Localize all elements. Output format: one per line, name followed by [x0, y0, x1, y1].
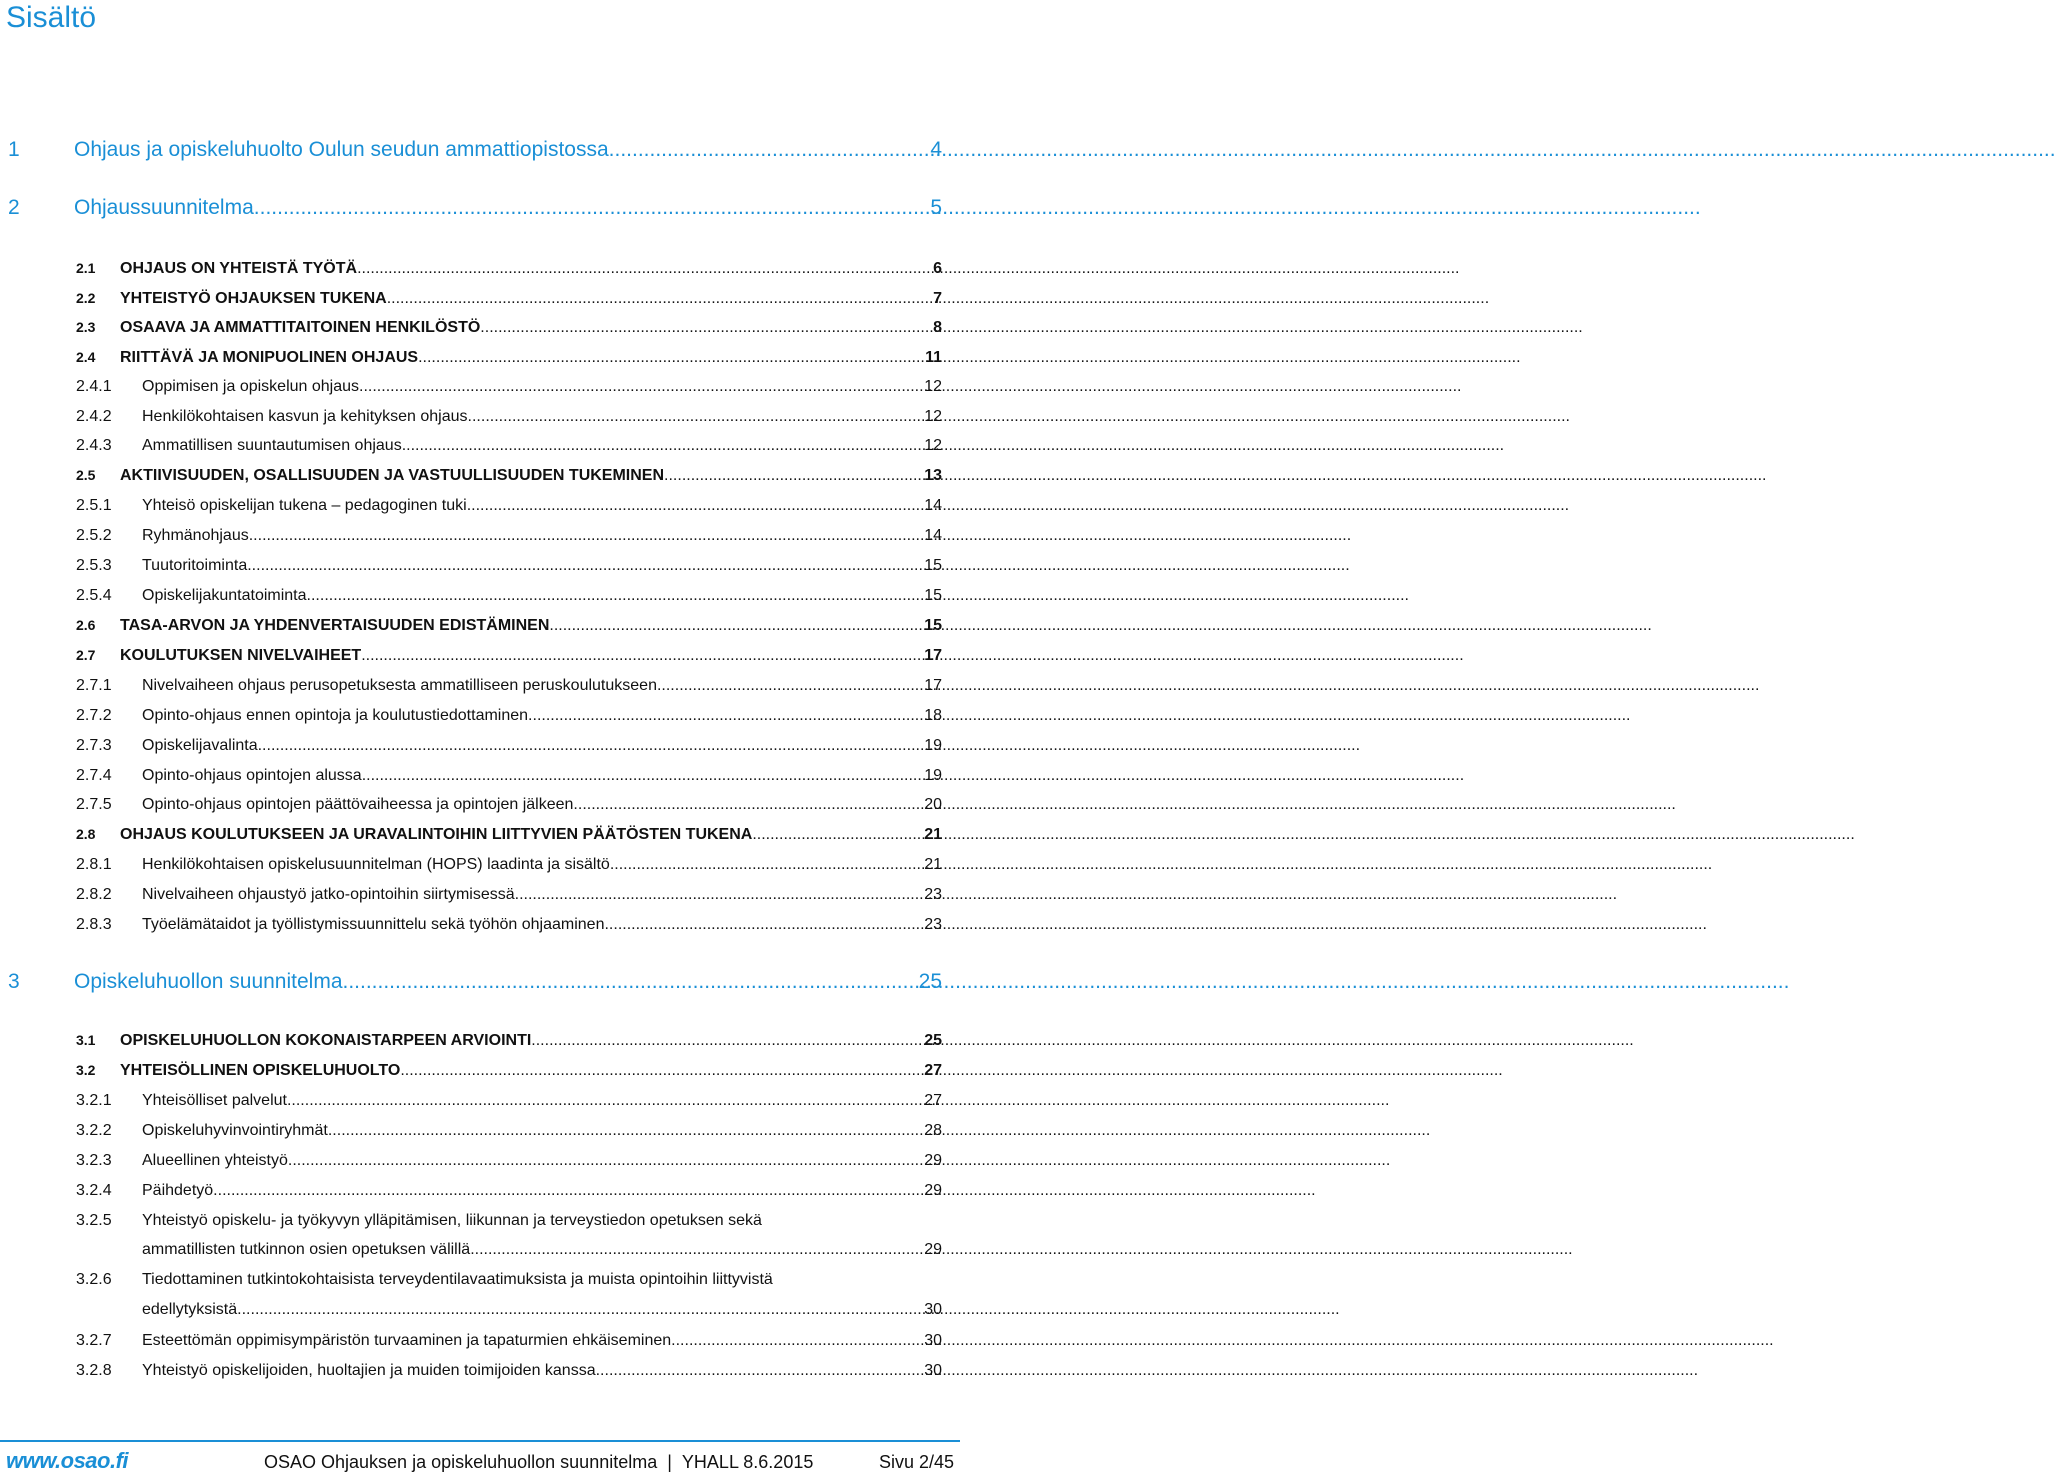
- toc-entry-text: [74, 970, 942, 994]
- toc-leader-dots: [573, 796, 924, 814]
- toc-entry-number: 2.7.3: [76, 737, 112, 754]
- toc-leader-dots: [664, 467, 924, 485]
- footer-doc-code: YHALL 8.6.2015: [681, 1452, 814, 1472]
- toc-entry-title-continued: ammatillisten tutkinnon osien opetuksen välillä: [142, 1241, 471, 1258]
- toc-entry-page: 27: [924, 1062, 942, 1079]
- toc-entry[interactable]: [76, 349, 942, 371]
- toc-entry-title: Yhteistyö opiskelu- ja työkyvyn ylläpitämisen, liikunnan ja terveystiedon opetuksen sekä: [142, 1212, 762, 1229]
- toc-entry-number: 3.2.6: [76, 1271, 112, 1288]
- toc-entry-page: 29: [924, 1182, 942, 1199]
- toc-entry[interactable]: [76, 1182, 942, 1204]
- toc-entry-title: Opiskeluhuollon suunnitelma: [74, 970, 343, 993]
- toc-entry-number: 2.5.4: [76, 587, 112, 604]
- toc-entry-number: 2.7.4: [76, 767, 112, 784]
- toc-entry-page: 20: [924, 796, 942, 813]
- toc-entry-number: 2.4: [76, 349, 96, 365]
- toc-entry-title: Tiedottaminen tutkintokohtaisista terveydentilavaatimuksista ja muista opintoihin liittyvistä: [142, 1271, 773, 1288]
- toc-entry[interactable]: [8, 138, 942, 166]
- toc-entry[interactable]: [76, 856, 942, 878]
- toc-entry-page: 18: [924, 707, 942, 724]
- toc-entry[interactable]: [76, 1032, 942, 1054]
- toc-entry-text: [142, 1241, 942, 1259]
- toc-entry[interactable]: [8, 196, 942, 224]
- toc-leader-dots: [254, 196, 931, 220]
- toc-entry-text: [142, 437, 942, 455]
- toc-entry-text: [142, 1092, 942, 1110]
- toc-entry-page: 14: [924, 527, 942, 544]
- toc-entry[interactable]: [76, 557, 942, 579]
- toc-entry-page: 28: [924, 1122, 942, 1139]
- toc-entry-number: 2.7: [76, 647, 96, 663]
- toc-entry-title: OPISKELUHUOLLON KOKONAISTARPEEN ARVIOINTI: [120, 1032, 532, 1049]
- footer-page-number: Sivu 2/45: [878, 1452, 954, 1472]
- toc-entry-page: 27: [924, 1092, 942, 1109]
- toc-entry-page: 13: [924, 467, 942, 484]
- toc-entry[interactable]: [76, 677, 942, 699]
- toc-entry-text: [142, 737, 942, 755]
- toc-entry-page: 8: [933, 319, 942, 336]
- toc-entry-text: [74, 138, 942, 162]
- toc-entry-title: Opinto-ohjaus ennen opintoja ja koulutustiedottaminen: [142, 707, 529, 724]
- toc-leader-dots: [531, 1032, 924, 1050]
- toc-entry-title: YHTEISÖLLINEN OPISKELUHUOLTO: [120, 1062, 401, 1079]
- toc-entry[interactable]: [8, 970, 942, 998]
- toc-entry[interactable]: [76, 1092, 942, 1114]
- toc-entry[interactable]: [76, 1332, 942, 1354]
- toc-entry[interactable]: [76, 319, 942, 341]
- toc-leader-dots: [213, 1182, 924, 1200]
- toc-entry-number: 2.4.3: [76, 437, 112, 454]
- toc-entry-text: [120, 467, 942, 485]
- toc-entry-title: Ohjaus ja opiskeluhuolto Oulun seudun ammattiopistossa: [74, 138, 609, 161]
- toc-entry-title: Henkilökohtaisen kasvun ja kehityksen ohjaus: [142, 408, 468, 425]
- toc-entry-title: OSAAVA JA AMMATTITAITOINEN HENKILÖSTÖ: [120, 319, 481, 336]
- toc-entry-text: [142, 886, 942, 904]
- toc-entry[interactable]: [76, 378, 942, 400]
- toc-entry[interactable]: [76, 737, 942, 759]
- toc-entry-text: [142, 557, 942, 575]
- toc-leader-dots: [258, 737, 925, 755]
- toc-entry[interactable]: [76, 1152, 942, 1174]
- toc-entry-number: 2.5: [76, 467, 96, 483]
- toc-entry-text: [142, 1332, 942, 1350]
- toc-entry[interactable]: [76, 1212, 942, 1234]
- toc-entry-text: [120, 1062, 942, 1080]
- toc-entry-text: [142, 767, 942, 785]
- toc-entry-title: KOULUTUKSEN NIVELVAIHEET: [120, 647, 362, 664]
- toc-entry-page: 29: [924, 1152, 942, 1169]
- toc-entry-page: 12: [924, 378, 942, 395]
- toc-leader-dots: [480, 319, 933, 337]
- toc-entry-page: 30: [924, 1362, 942, 1379]
- toc-entry-number: 2.1: [76, 260, 96, 276]
- toc-entry-number: 2.7.2: [76, 707, 112, 724]
- toc-entry-text: [142, 1152, 942, 1170]
- toc-entry-page: 29: [924, 1241, 942, 1258]
- toc-leader-dots: [549, 617, 924, 635]
- toc-entry-title: Yhteisö opiskelijan tukena – pedagoginen tuki: [142, 497, 467, 514]
- toc-leader-dots: [515, 886, 925, 904]
- toc-entry-text: [142, 1362, 942, 1380]
- toc-entry[interactable]: [76, 260, 942, 282]
- toc-leader-dots: [247, 557, 924, 575]
- toc-entry-title: Päihdetyö: [142, 1182, 214, 1199]
- toc-entry[interactable]: [76, 617, 942, 639]
- toc-entry-number: 3.2.1: [76, 1092, 112, 1109]
- toc-entry-number: 3.2.5: [76, 1212, 112, 1229]
- toc-entry[interactable]: [76, 527, 942, 549]
- footer-doc-title: OSAO Ohjauksen ja opiskeluhuollon suunnitelma: [264, 1452, 658, 1472]
- toc-entry-page: 5: [930, 196, 942, 219]
- toc-entry-number: 2.5.2: [76, 527, 112, 544]
- toc-entry[interactable]: [76, 437, 942, 459]
- toc-entry-number: 3.2: [76, 1062, 96, 1078]
- toc-entry[interactable]: [76, 467, 942, 489]
- toc-leader-dots: [470, 1241, 924, 1259]
- toc-leader-dots: [657, 677, 924, 695]
- toc-entry-number: 3.1: [76, 1032, 96, 1048]
- toc-entry-title: Nivelvaiheen ohjaus perusopetuksesta ammatilliseen peruskoulutukseen: [142, 677, 657, 694]
- toc-entry[interactable]: [76, 1122, 942, 1144]
- toc-entry-title: AKTIIVISUUDEN, OSALLISUUDEN JA VASTUULLISUUDEN TUKEMINEN: [120, 467, 665, 484]
- toc-entry-number: 2.8.3: [76, 916, 112, 933]
- toc-entry-text: [142, 1182, 942, 1200]
- toc-entry-page: 12: [924, 408, 942, 425]
- toc-entry-number: 2.8: [76, 826, 96, 842]
- toc-entry-number: 2: [8, 196, 20, 219]
- toc-entry-title: Opiskelijavalinta: [142, 737, 258, 754]
- toc-leader-dots: [596, 1362, 925, 1380]
- toc-entry-number: 2.5.3: [76, 557, 112, 574]
- toc-entry-text: [120, 290, 942, 308]
- toc-leader-dots: [418, 349, 925, 367]
- toc-leader-dots: [343, 970, 919, 994]
- toc-entry[interactable]: [76, 290, 942, 312]
- toc-entry[interactable]: [76, 647, 942, 669]
- toc-entry-text: [142, 587, 942, 605]
- toc-leader-dots: [362, 767, 925, 785]
- toc-entry-page: 15: [924, 617, 942, 634]
- toc-entry-page: 25: [924, 1032, 942, 1049]
- toc-entry-text: [120, 1032, 942, 1050]
- toc-entry-number: 2.4.1: [76, 378, 112, 395]
- toc-entry[interactable]: [76, 497, 942, 519]
- toc-entry-page: 23: [924, 886, 942, 903]
- toc-entry-page: 14: [924, 497, 942, 514]
- toc-entry-text: [142, 1301, 942, 1319]
- toc-entry-page: 30: [924, 1332, 942, 1349]
- toc-entry-page: 21: [924, 826, 942, 843]
- toc-entry-title: OHJAUS KOULUTUKSEEN JA URAVALINTOIHIN LIITTYVIEN PÄÄTÖSTEN TUKENA: [120, 826, 753, 843]
- toc-leader-dots: [361, 647, 924, 665]
- toc-entry-text: [142, 408, 942, 426]
- toc-entry-title-continued: edellytyksistä: [142, 1301, 238, 1318]
- toc-entry-continuation[interactable]: [142, 1301, 942, 1323]
- footer-separator: |: [667, 1452, 672, 1472]
- toc-leader-dots: [402, 437, 925, 455]
- toc-entry-number: 3.2.3: [76, 1152, 112, 1169]
- toc-entry-title: Alueellinen yhteistyö: [142, 1152, 288, 1169]
- toc-entry-page: 21: [924, 856, 942, 873]
- toc-entry-number: 2.2: [76, 290, 96, 306]
- toc-entry-number: 3.2.8: [76, 1362, 112, 1379]
- toc-entry-number: 2.8.1: [76, 856, 112, 873]
- toc-entry[interactable]: [76, 796, 942, 818]
- toc-leader-dots: [387, 290, 933, 308]
- toc-entry-title: OHJAUS ON YHTEISTÄ TYÖTÄ: [120, 260, 358, 277]
- toc-leader-dots: [400, 1062, 924, 1080]
- toc-entry-title: Yhteistyö opiskelijoiden, huoltajien ja muiden toimijoiden kanssa: [142, 1362, 596, 1379]
- toc-entry-title: Opiskelijakuntatoiminta: [142, 587, 307, 604]
- toc-entry-number: 3: [8, 970, 20, 993]
- toc-leader-dots: [468, 408, 925, 426]
- toc-leader-dots: [528, 707, 924, 725]
- footer-document-info: [264, 1452, 813, 1473]
- toc-entry-page: 17: [924, 647, 942, 664]
- toc-entry-page: 12: [924, 437, 942, 454]
- toc-entry-text: [142, 378, 942, 396]
- toc-entry[interactable]: [76, 408, 942, 430]
- toc-entry-number: 2.6: [76, 617, 96, 633]
- toc-entry-text: [120, 349, 942, 367]
- toc-entry-number: 2.8.2: [76, 886, 112, 903]
- toc-leader-dots: [610, 856, 924, 874]
- toc-entry-page: 7: [933, 290, 942, 307]
- toc-entry-text: [142, 1212, 942, 1230]
- toc-entry-text: [142, 856, 942, 874]
- toc-entry-number: 2.7.5: [76, 796, 112, 813]
- toc-entry-title: RIITTÄVÄ JA MONIPUOLINEN OHJAUS: [120, 349, 419, 366]
- toc-entry[interactable]: [76, 707, 942, 729]
- toc-entry-number: 2.5.1: [76, 497, 112, 514]
- toc-entry-number: 1: [8, 138, 20, 161]
- toc-leader-dots: [328, 1122, 924, 1140]
- toc-leader-dots: [357, 260, 933, 278]
- toc-entry-text: [74, 196, 942, 220]
- toc-entry-text: [120, 617, 942, 635]
- toc-entry[interactable]: [76, 1362, 942, 1384]
- toc-entry-page: 6: [933, 260, 942, 277]
- toc-entry-text: [142, 916, 942, 934]
- toc-entry-text: [142, 497, 942, 515]
- toc-entry[interactable]: [76, 826, 942, 848]
- toc-leader-dots: [671, 1332, 924, 1350]
- toc-entry-page: 4: [930, 138, 942, 161]
- toc-entry-text: [142, 1122, 942, 1140]
- toc-entry[interactable]: [76, 1062, 942, 1084]
- toc-entry-title: Esteettömän oppimisympäristön turvaaminen ja tapaturmien ehkäiseminen: [142, 1332, 672, 1349]
- toc-entry-page: 19: [924, 737, 942, 754]
- table-of-contents: [0, 0, 960, 1440]
- toc-entry-text: [142, 796, 942, 814]
- toc-leader-dots: [249, 527, 924, 545]
- toc-leader-dots: [609, 138, 931, 162]
- toc-entry-title: Henkilökohtaisen opiskelusuunnitelman (HOPS) laadinta ja sisältö: [142, 856, 610, 873]
- toc-entry-number: 3.2.4: [76, 1182, 112, 1199]
- toc-entry-page: 17: [924, 677, 942, 694]
- toc-entry-page: 15: [924, 557, 942, 574]
- toc-entry-title: Opinto-ohjaus opintojen alussa: [142, 767, 362, 784]
- toc-leader-dots: [237, 1301, 924, 1319]
- toc-entry-title: Oppimisen ja opiskelun ohjaus: [142, 378, 360, 395]
- toc-entry-page: 15: [924, 587, 942, 604]
- toc-entry-title: Tuutoritoiminta: [142, 557, 248, 574]
- toc-entry-text: [142, 707, 942, 725]
- toc-leader-dots: [288, 1152, 924, 1170]
- toc-entry-text: [142, 677, 942, 695]
- toc-entry-text: [120, 826, 942, 844]
- toc-entry-title: Ohjaussuunnitelma: [74, 196, 254, 219]
- toc-entry-page: 19: [924, 767, 942, 784]
- toc-entry-text: [142, 527, 942, 545]
- toc-entry-title: Nivelvaiheen ohjaustyö jatko-opintoihin siirtymisessä: [142, 886, 515, 903]
- toc-entry-text: [120, 260, 942, 278]
- toc-entry-page: 11: [925, 349, 942, 366]
- toc-entry-text: [120, 647, 942, 665]
- toc-entry-page: 30: [924, 1301, 942, 1318]
- toc-leader-dots: [287, 1092, 924, 1110]
- toc-leader-dots: [467, 497, 925, 515]
- toc-leader-dots: [752, 826, 924, 844]
- toc-entry-title: Yhteisölliset palvelut: [142, 1092, 287, 1109]
- toc-leader-dots: [359, 378, 924, 396]
- toc-entry-text: [120, 319, 942, 337]
- toc-entry-title: Opinto-ohjaus opintojen päättövaiheessa ja opintojen jälkeen: [142, 796, 574, 813]
- footer-divider: [0, 1440, 960, 1442]
- osao-logo: www.osao.fi: [6, 1448, 129, 1473]
- toc-entry-number: 3.2.7: [76, 1332, 112, 1349]
- toc-entry-title: TASA-ARVON JA YHDENVERTAISUUDEN EDISTÄMINEN: [120, 617, 550, 634]
- toc-entry-continuation[interactable]: [142, 1241, 942, 1263]
- toc-entry-page: 25: [918, 970, 942, 993]
- toc-leader-dots: [604, 916, 924, 934]
- toc-entry-title: Työelämätaidot ja työllistymissuunnittelu sekä työhön ohjaaminen: [142, 916, 605, 933]
- toc-entry[interactable]: [76, 587, 942, 609]
- toc-entry-number: 2.4.2: [76, 408, 112, 425]
- toc-entry-title: Opiskeluhyvinvointiryhmät: [142, 1122, 328, 1139]
- page-title: Sisältö: [6, 1, 97, 34]
- toc-entry[interactable]: [76, 886, 942, 908]
- toc-entry-number: 3.2.2: [76, 1122, 112, 1139]
- toc-entry-title: Ammatillisen suuntautumisen ohjaus: [142, 437, 402, 454]
- toc-entry-title: YHTEISTYÖ OHJAUKSEN TUKENA: [120, 290, 387, 307]
- toc-entry-text: [142, 1271, 942, 1289]
- toc-entry-page: 23: [924, 916, 942, 933]
- toc-entry-number: 2.7.1: [76, 677, 112, 694]
- toc-entry-title: Ryhmänohjaus: [142, 527, 249, 544]
- toc-leader-dots: [307, 587, 925, 605]
- toc-entry[interactable]: [76, 767, 942, 789]
- toc-entry[interactable]: [76, 916, 942, 938]
- toc-entry-number: 2.3: [76, 319, 96, 335]
- toc-entry[interactable]: [76, 1271, 942, 1293]
